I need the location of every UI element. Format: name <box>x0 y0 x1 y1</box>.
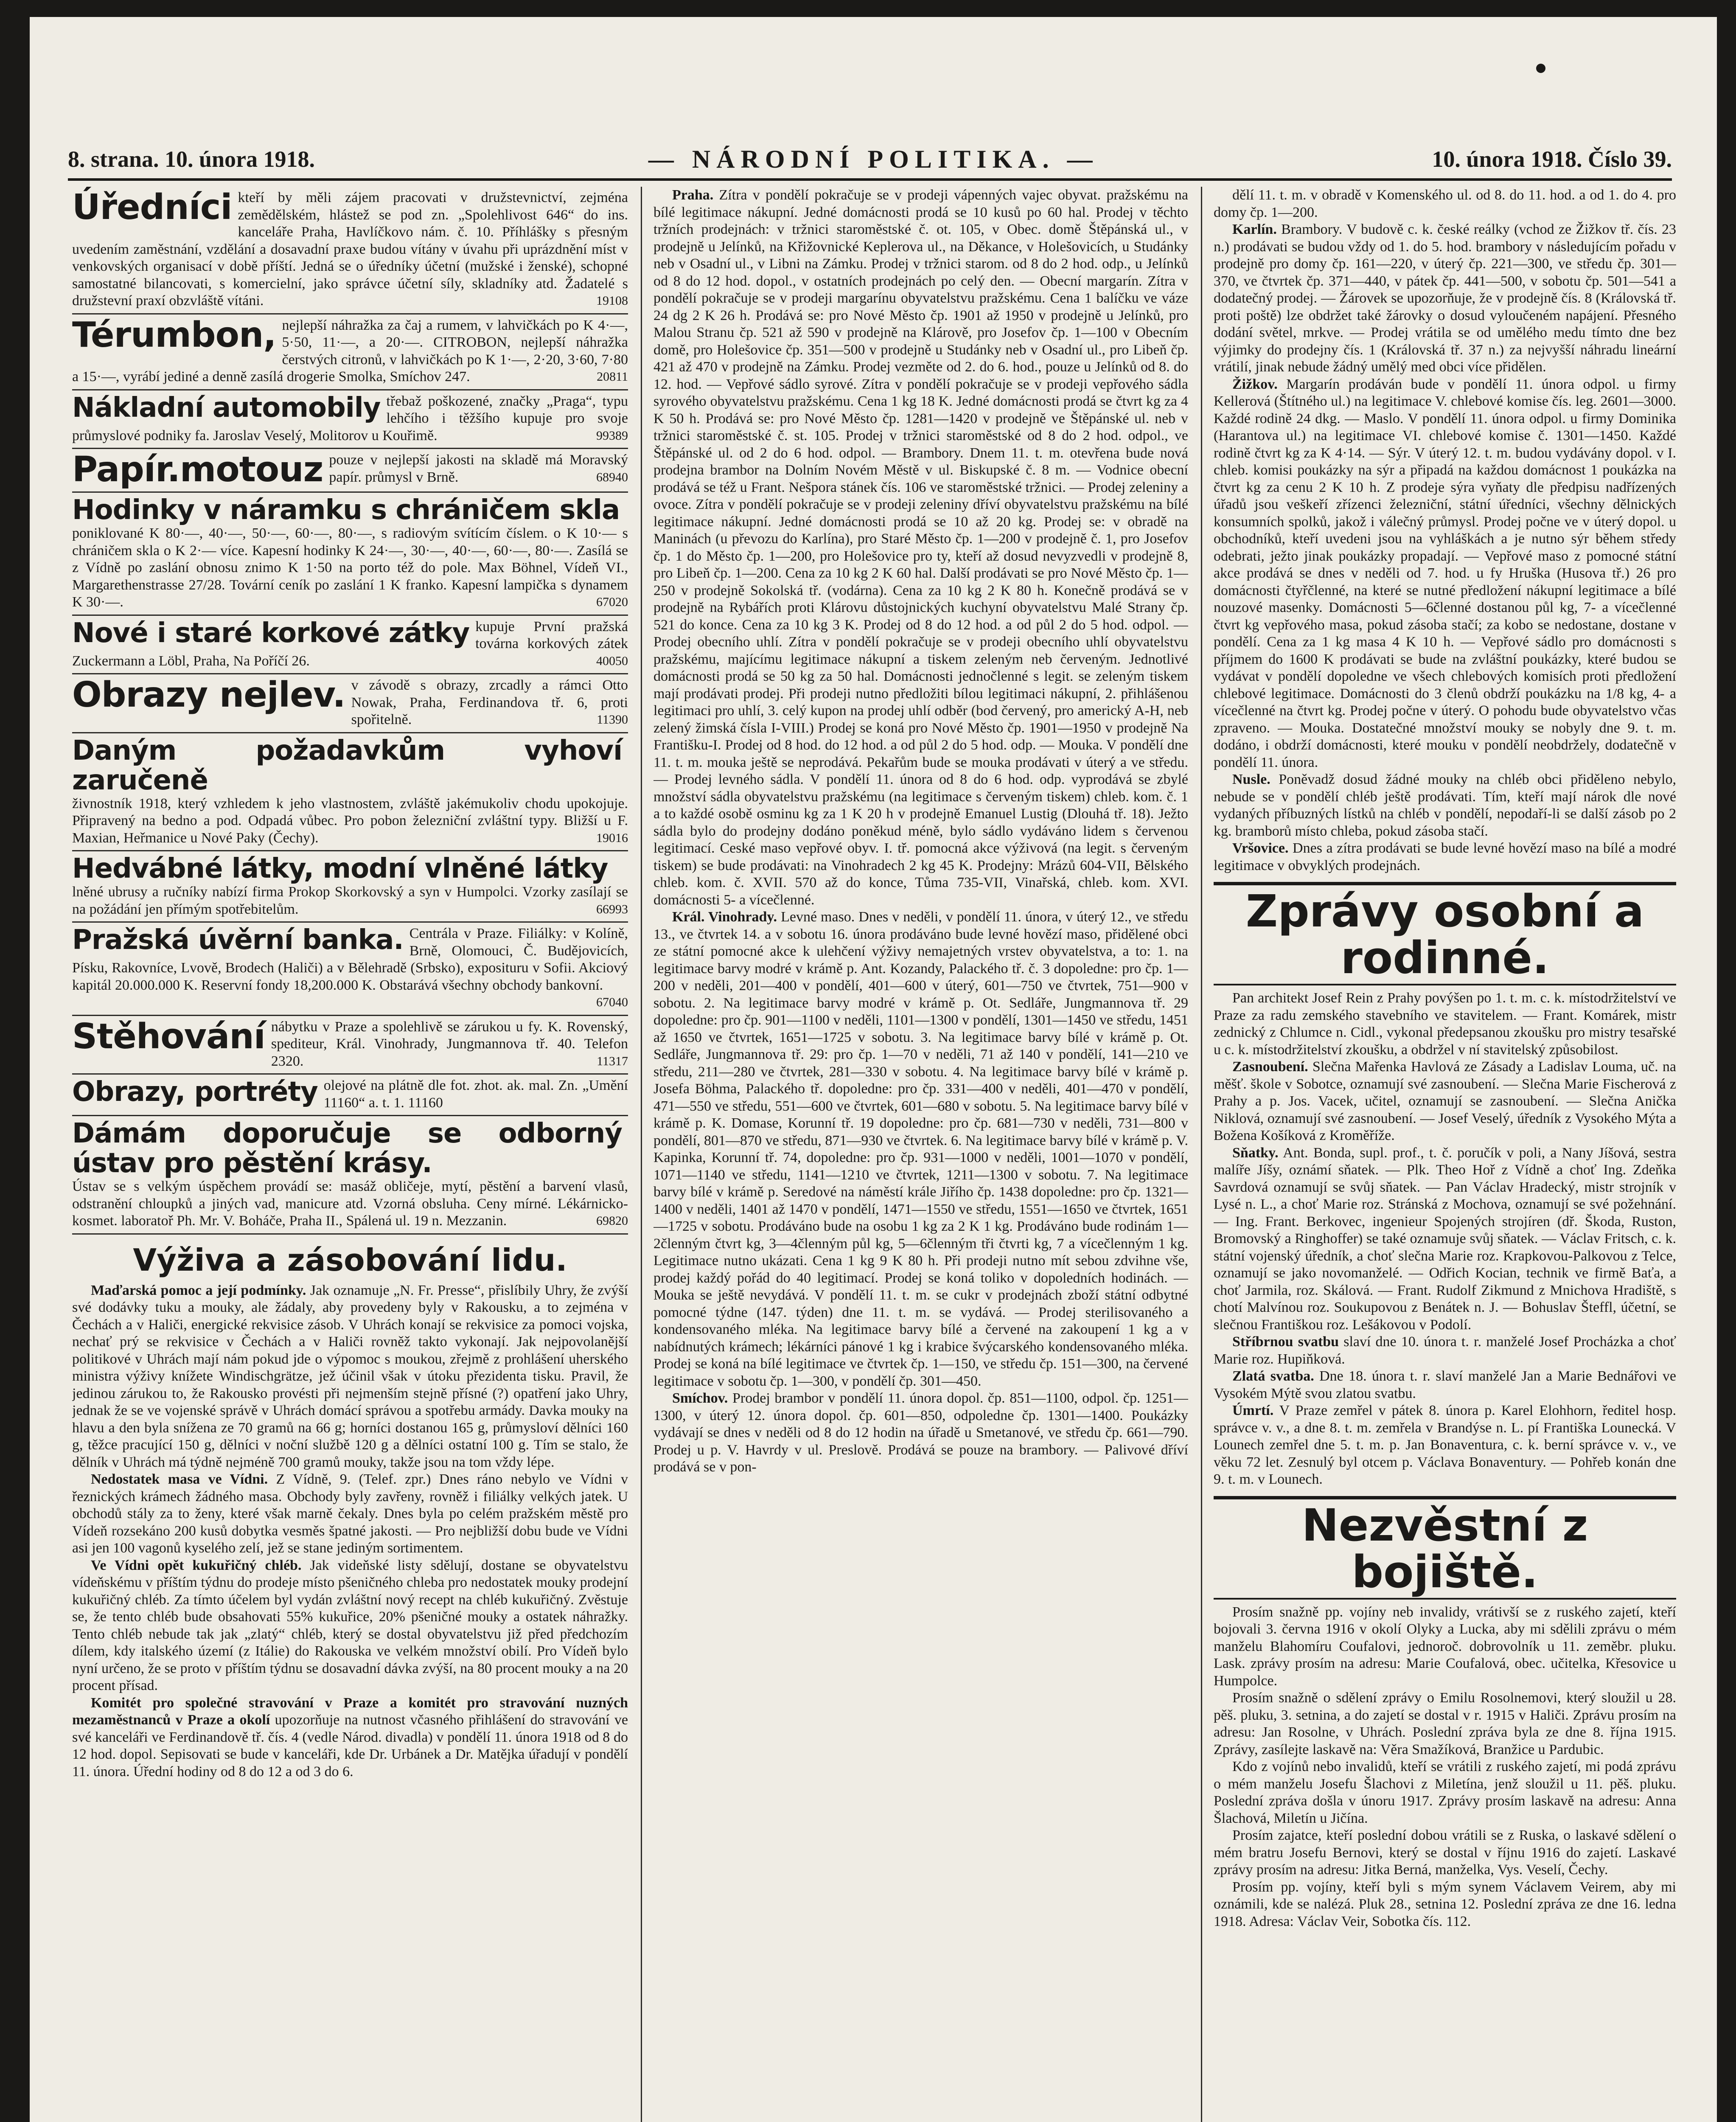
header-right: 10. února 1918. Číslo 39. <box>1432 146 1672 172</box>
ad-reference-number: 11317 <box>597 1054 628 1068</box>
article-paragraph: Nedostatek masa ve Vídni. Z Vídně, 9. (Telef. zpr.) Dnes ráno nebylo ve Vídni v řeznických krámech žádného masa. Obchody byly zavřeny, rovněž i filiálky velkých jatek. U obchodů stály za to ženy, které však marně čekaly. Dnes byla po celém pražském městě pro Vídeň rozsekáno 200 kusů dobytka vesměs špatné jakosti. — Pro nejbližší dobu bude ve Vídni asi jen 100 vagonů kyselého zelí, jež se stane jediným sortimentem. <box>72 1471 628 1556</box>
ad-text: v závodě s obrazy, zrcadly a rámci Otto Nowak, Praha, Ferdinandova tř. 6, proti spořitelně. 11390 <box>72 677 628 729</box>
missing-soldiers-notices <box>1214 1604 1676 1931</box>
personal-paragraph: Úmrtí. V Praze zemřel v pátek 8. února p. Karel Elohhorn, ředitel hosp. správce v. v., a dne 8. t. m. zemřela v Brandýse n. L. pí Františka Lounecká. V Lounech zemřel dne 5. t. m. p. Jan Bonaventura, c. k. berní správce v. v., ve věku 72 let. Zesnulý byl otcem p. Václava Bonaventury. — Pohřeb konán dne 9. t. m. v Lounech. <box>1214 1403 1676 1487</box>
ad-keyword: Pražská úvěrní banka. <box>72 924 404 956</box>
column-rule <box>1201 187 1202 2122</box>
classified-ad <box>72 616 628 675</box>
section-title-missing: Nezvěstní z bojiště. <box>1214 1496 1676 1600</box>
paragraph-heading: Smíchov. <box>672 1390 728 1406</box>
classified-ad <box>72 1075 628 1116</box>
notice-paragraph: Vršovice. Dnes a zítra prodávati se bude levné hovězí maso na bílé a modré legitimace v obvyklých prodejnách. <box>1214 840 1676 873</box>
paragraph-heading: Žižkov. <box>1232 376 1278 392</box>
ad-keyword: Stěhování <box>72 1016 265 1057</box>
ad-text: nejlepší náhražka za čaj a rumem, v lahvičkách po K 4·—, 5·50, 11·—, a 20·—. CITROBON, nejlepší náhražka čerstvých citronů, v lahvičkách po K 1·—, 2·20, 3·60, 7·80 a 15·—, vyrábí jediné a denně zasílá drogerie Smolka, Smíchov 247. 20811 <box>72 317 628 386</box>
notice-paragraph: Smíchov. Prodej brambor v pondělí 11. února dopol. čp. 851—1100, odpol. čp. 1251—1300, v úterý 12. února dopol. čp. 601—850, odpoledne čp. 1301—1400. Poukázky vydávají se dnes v neděli od 8 do 12 hodin na úřadě u Smetanové, ve středu čp. 661—790. Prodej u p. V. Havrdy v ul. Preslově. Prodává se pouze na brambory. — Palivové dříví prodává se v pon- <box>653 1390 1188 1475</box>
notice-paragraph: Nusle. Poněvadž dosud žádné mouky na chléb obci přiděleno nebylo, nebude se v pondělí chléb ještě prodávati. Tím, kteří mají nárok dle nové vydaných příbuzných lístků na chléb v pondělí, nepodaří-li se další zásob po 2 kg. bramborů místo chleba, pokud zásoba stačí. <box>1214 772 1676 839</box>
ad-reference-number: 11390 <box>597 713 628 727</box>
ad-keyword: Nákladní automobily <box>72 392 381 424</box>
missing-notice-paragraph: Kdo z vojínů nebo invalidů, kteří se vrátili z ruského zajetí, mi podá zprávu o mém manželu Josefu Šlachovi z Miletína, jenž sloužil u 11. pěš. pluku. Poslední zpráva došla v únoru 1917. Zprávy prosím laskavě na adresu: Anna Šlachová, Miletín u Jičína. <box>1214 1759 1676 1826</box>
ad-reference-number: 68940 <box>596 470 628 484</box>
ad-keyword: Dámám doporučuje se odborný ústav pro pěstění krásy. <box>72 1118 622 1179</box>
masthead: — NÁRODNÍ POLITIKA. — <box>648 145 1099 173</box>
ad-reference-number: 19016 <box>596 831 628 845</box>
missing-notice-paragraph: Prosím zajatce, kteří poslední dobou vrátili se z Ruska, o laskavé sdělení o mém bratru Josefu Bernovi, který se dostal v říjnu 1916 do zajetí. Laskavé zprávy prosím na adresu: Jitka Berná, manželka, Vys. Veselí, Čechy. <box>1214 1827 1676 1878</box>
personal-news <box>1214 990 1676 1488</box>
supply-notices <box>653 187 1188 1476</box>
ad-keyword: Hodinky v náramku s chráničem skla <box>72 494 620 526</box>
paragraph-heading: Stříbrnou svatbu <box>1232 1334 1339 1350</box>
article-paragraph: Ve Vídni opět kukuřičný chléb. Jak videňské listy sdělují, dostane se obyvatelstvu vídeňskému v příštím týdnu do prodeje místo pšeničného chleba pro nedostatek mouky prodejní kukuřičný chléb. Za tímto účelem byl vydán zvláštní nový recept na chléb kukuřičný. Zvěstuje se, že tento chléb bude obsahovati 55% kukuřice, 20% pšeničné mouky a ostatek náhražky. Tento chléb nebude tak jak „zlatý“ chléb, který se dostal obyvatelstvu již před předchozím dílem, kdy italského území (z Itálie) do Rakouska ve velkém množství obilí. Pro Vídeň bylo nyní určeno, že se proto v příštím týdnu se dosavadní dávka zvýší, na 80 procent mouky a na 20 procent přísad. <box>72 1557 628 1693</box>
classified-ad <box>72 674 628 733</box>
ad-reference-number: 67020 <box>596 595 628 609</box>
ad-text: olejové na plátně dle fot. zhot. ak. mal. Zn. „Umění 11160“ a. t. 1. 11160 <box>323 1078 628 1111</box>
personal-paragraph: Zasnoubení. Slečna Mařenka Havlová ze Zásady a Ladislav Louma, uč. na měšť. škole v Sobotce, oznamují své zasnoubení. — Slečna Marie Fischerová z Prahy a p. Jos. Vacek, učitel, oznamují se zasnoubení. — Slečna Anička Niklová, oznamují své zasnoubení. — Josef Veselý, úředník z Vysokého Mýta a Božena Košíková z Kroměříže. <box>1214 1059 1676 1143</box>
paragraph-heading: Úmrtí. <box>1232 1403 1274 1418</box>
ad-text: kteří by měli zájem pracovati v družstevnictví, zejména zemědělském, hlástež se pod zn. „Spolehlivost 646“ do ins. kanceláře Praha, Havlíčkovo nám. č. 10. Příhlášky s přesným uvedením zaměstnání, vzdělání a dosavadní praxe budou vítány v úvahu při uprázdnění míst v venkovských organisací v době příští. Jedná se o úředníky účetní (mužské i ženské), schopné samostatné bilancovati, s komercielní, jako správce účetní síly, skladníky atd. Žadatelé s družstevní praxí obzvláště vítáni. 19108 <box>72 189 628 310</box>
ad-keyword: Nové i staré korkové zátky <box>72 617 470 649</box>
ad-text: nábytku v Praze a spolehlivě se zárukou u fy. K. Rovenský, spediteur, Král. Vinohrady, Jungmannova tř. 40. Telefon 2320. 11317 <box>72 1019 628 1070</box>
paragraph-heading: Král. Vinohrady. <box>672 909 777 925</box>
ad-keyword: Obrazy nejlev. <box>72 675 345 715</box>
ad-text: Ústav se s velkým úspěchem provádí se: masáž obličeje, mytí, pěstění a barvení vlasů, odstranění chloupků a jiných vad, manicure atd. Vzorná obsluha. Ceny mírné. Lékárnicko-kosmet. laboratoř Ph. Mr. V. Boháče, Praha II., Spálená ul. 19 n. Mezzanin. 69820 <box>72 1119 628 1230</box>
paragraph-heading: Zasnoubení. <box>1232 1059 1308 1075</box>
column-2 <box>653 187 1188 2122</box>
ad-text: Centrála v Praze. Filiálky: v Kolíně, Brně, Olomouci, Č. Budějovicích, Písku, Rakovníce, Lvově, Brodech (Haliči) a v Bělehradě (Srbsko), exposituru v Sofii. Akciový kapitál 20.000.000 K. Reservní fondy 18,200.000 K. Obstarává všechny obchody bankovní. 67040 <box>72 925 628 994</box>
personal-paragraph: Sňatky. Ant. Bonda, supl. prof., t. č. poručík v poli, a Nany Jíšová, sestra malíře Jíšy, oznámí sňatek. — Plk. Theo Hoř z Vídně a choť Ing. Zdeňka Savrdová oznamují se svůj sňatek. — Pan Václav Hradecký, mistr strojník v Lysé n. L., a choť Marie roz. Stránská z Mochova, oznamují se své požehnání. — Ing. Frant. Berkovec, ingenieur Spojených strojíren (dř. Škoda, Ruston, Bromovský a Ringhoffer) se také oznamuje svůj sňatek. — Václav Fritsch, c. k. státní vojenský úředník, a choť slečna Marie roz. Krapkovou-Palkovou z Telce, oznamují se jako novomanželé. — Odřich Kocian, technik ve firmě Baťa, a choť Jarmila, roz. Skálová. — Frant. Rudolf Zikmund z Mnichova Hradiště, s chotí Malvínou roz. Soukupovou z Benátek n. J. — Bohuslav Šteffl, účetní, se slečnou Františkou roz. Lešákovou v Podolí. <box>1214 1145 1676 1333</box>
ad-reference-number: 40050 <box>596 654 628 668</box>
notice-paragraph: dělí 11. t. m. v obradě v Komenského ul. od 8. do 11. hod. a od 1. do 4. pro domy čp. 1—200. <box>1214 187 1676 220</box>
classified-ad <box>72 923 628 1016</box>
missing-notice-paragraph: Prosím pp. vojíny, kteří byli s mým synem Václavem Veirem, aby mi oznámili, kde se nalézá. Pluk 28., setnina 12. Poslední zpráva ze dne 16. ledna 1918. Adresa: Václav Veir, Sobotka čís. 112. <box>1214 1879 1676 1929</box>
paragraph-heading: Ve Vídni opět kukuřičný chléb. <box>91 1557 302 1573</box>
notice-paragraph: Žižkov. Margarín prodáván bude v pondělí 11. února odpol. u firmy Kellerová (Štítného ul.) na legitimace V. chlebové komise čís. leg. 2601—3000. Každé rodině 24 dkg. — Maslo. V pondělí 11. února odpol. u firmy Dominika (Harantova ul.) na legitimace VI. chlebové komise č. 1301—1450. Každé rodině čtvrt kg za K 4·14. — Sýr. V úterý 12. t. m. budou vydávány dopol. v I. chleb. komisi poukázky na sýr a připadá na každou domácnost 1 poukázka na čtvrt kg za cenu 2 K 10 h. Z prodeje sýra vyňaty dle předpisu nadřízených úřadů jsou veškeří zřízenci železniční, státní úředníci, všechny dělnických konsumních spolků, jakož i válečný průmysl. Prodej počne ve v úterý dopol. u obchodníků, kteří uvedeni jsou na vyhláškách a je nutno sýr během středy odebrati, ježto jinak poukázky propadají. — Vepřové maso z pomocné státní akce prodává se dnes v neděli od 7. hod. u fy Hruška (Husova tř.) 26 pro domácnosti čtyřčlenné, na které se nutné předložení nákupní legitimace a bílé nouzové masenky. Domácnosti 5—6členné dostanou půl kg, 7- a vícečlenné čtvrt kg vepřového masa, pokud zásoba stačí; za kobo se nedostane, dostane v pondělí. Cena za 1 kg masa 4 K 10 h. — Vepřové sádlo pro domácnosti s příjmem do 1600 K prodávati se bude na zvláštní poukázky, které budou se vydávat v pondělí dopoledne ve všech chlebových komisích proti předložení chlebové legitimace. Domácnosti do 3 členů obdrží poukázku na 1/8 kg, 4- a vícečlenné na čtvrt kg. Prodej počne v úterý. O pohodu bude obyvatelstvo včas zpraveno. — Mouka. Dostatečné množství mouky se nobyly dne 9. t. m. dodáno, i obdrží domácnosti, které mouku v pondělí neobdržely, dodatečně v pondělí 11. února. <box>1214 376 1676 770</box>
ad-reference-number: 67040 <box>596 995 628 1009</box>
classified-ad <box>72 390 628 449</box>
ad-reference-number: 20811 <box>597 370 628 384</box>
paragraph-heading: Nusle. <box>1232 772 1270 787</box>
paragraph-heading: Vršovice. <box>1232 840 1289 856</box>
page-header <box>68 140 1672 181</box>
missing-notice-paragraph: Prosím snažně pp. vojíny neb invalidy, vrátivší se z ruského zajetí, kteří bojovali 3. června 1916 v okolí Olyky a Lucka, aby mi sdělili zprávu o mém manželu Blahomíru Coufalovi, jednoroč. dobrovolník u 11. zeměbr. pluku. Lask. zprávy prosím na adresu: Marie Coufalová, obec. učitelka, Křesovice u Humpolce. <box>1214 1604 1676 1689</box>
ink-spot <box>1536 64 1545 73</box>
personal-paragraph: Pan architekt Josef Rein z Prahy povýšen po 1. t. m. c. k. místodržitelství ve Praze za radu zemského stavebního ve stavitelem. — Frant. Komárek, mistr zednický z Chlumce n. Cidl., vykonal předepsanou zkoušku pro mistry tesařské u c. k. místodržitelství zkoušku, a obdržel v ní stavitelský způsobilost. <box>1214 990 1676 1058</box>
classified-ad <box>72 187 628 314</box>
ad-text: třebaž poškozené, značky „Praga“, typu lehčího i těžšího kupuje pro svoje průmyslové podniky fa. Jaroslav Veselý, Molitorov u Kouřimě. 99389 <box>72 393 628 445</box>
ad-text: poniklované K 80·—, 40·—, 50·—, 60·—, 80·—, s radiovým svítícím číslem. o K 10·— s chráničem skla o K 2·— více. Kapesní hodinky K 24·—, 30·—, 40·—, 60·—, 80·—. Zasílá se z Vídně po zaslání obnosu znimo K 1·50 na porto též do pole. Max Böhnel, Vídeň VI., Margarethenstrasse 27/28. Tovární ceník po zaslání 1 K franko. Kapesní lampička s dynamem K 30·—. 67020 <box>72 495 628 611</box>
column-1 <box>72 187 628 2122</box>
personal-paragraph: Stříbrnou svatbu slaví dne 10. února t. r. manželé Josef Procházka a choť Marie roz. Hupiňková. <box>1214 1334 1676 1367</box>
classified-ad <box>72 314 628 390</box>
food-articles <box>72 1282 628 1781</box>
personal-paragraph: Zlatá svatba. Dne 18. února t. r. slaví manželé Jan a Marie Bednářovi ve Vysokém Mýtě svou zlatou svatbu. <box>1214 1368 1676 1401</box>
paragraph-heading: Maďarská pomoc a její podmínky. <box>91 1282 306 1298</box>
paragraph-heading: Sňatky. <box>1232 1145 1279 1161</box>
scan-border-top <box>0 0 1736 17</box>
header-left: 8. strana. 10. února 1918. <box>68 146 315 172</box>
section-title-personal: Zprávy osobní a rodinné. <box>1214 882 1676 985</box>
ad-reference-number: 66993 <box>596 902 628 916</box>
district-notices <box>1214 187 1676 874</box>
ad-reference-number: 69820 <box>596 1214 628 1228</box>
classified-ad <box>72 449 628 493</box>
classified-ad <box>72 1016 628 1075</box>
ad-reference-number: 99389 <box>596 428 628 443</box>
ad-keyword: Hedvábné látky, modní vlněné látky <box>72 853 608 884</box>
ad-keyword: Térumbon, <box>72 314 276 355</box>
ad-keyword: Úředníci <box>72 187 232 227</box>
paragraph-heading: Karlín. <box>1232 222 1277 237</box>
scan-border-left <box>0 0 30 2122</box>
paragraph-heading: Nedostatek masa ve Vídni. <box>91 1471 268 1487</box>
ad-keyword: Daným požadavkům vyhoví zaručeně <box>72 735 622 796</box>
ad-reference-number: 19108 <box>596 294 628 308</box>
paragraph-heading: Praha. <box>672 187 714 203</box>
classified-ads <box>72 187 628 1235</box>
notice-paragraph: Karlín. Brambory. V budově c. k. české reálky (vchod ze Žižkov tř. čís. 23 n.) prodávati se budou vždy od 1. do 5. hod. brambory v následujícím pořadu v prodejně pro domy čp. 161—220, v úterý čp. 221—300, ve středu čp. 301—370, ve čtvrtek čp. 371—440, v pátek čp. 441—500, v sobotu čp. 501—541 a dodatečný prodej. — Žárovek se upozorňuje, že v prodejně čís. 8 (Královská tř. proti poště) lze obdržet také žárovky o dosud vyloučeném napájení. Přesného dodání světel, mrkve. — Prodej vrátila se od umělého medu tímto dne bez výjimky do prodejny čís. 1 (Královská tř. 37 n.) za nejvyšší náhradu lineární vrátilí, jinak nebude žádný umělý med obci více přidělen. <box>1214 222 1676 375</box>
paragraph-heading: Zlatá svatba. <box>1232 1368 1314 1384</box>
ad-text: živnostník 1918, který vzhledem k jeho vlastnostem, zvláště jakémukoliv chodu upokojuje. Připravený na bedno a pod. Odpadá vůbec. Pro pobon železniční zvláštní typy. Bližší u F. Maxian, Heřmanice u Nové Paky (Čechy). 19016 <box>72 736 628 847</box>
ad-keyword: Papír.motouz <box>72 449 323 490</box>
notice-paragraph: Praha. Zítra v pondělí pokračuje se v prodeji vápenných vajec obyvat. pražskému na bílé legitimace nákupní. Jedné domácnosti prodá se 10 kusů po 60 hal. Prodej v těchto tržních prodejnách: v tržnici staroměstské č. ot. 105, v Obec. domě Štěpánská ul., v prodejně u Jelínků, na Křižovnické Keplerova ul., na Děkance, v Holešovicích, u Studánky neb v Osadní ul., v Libni na Zámku. Prodej v tržnici starom. od 8 do 2 hod. odp., u Jelínků od 8 do 12 hod. dopol., v ostatních prodejnách po celý den. — Obecní margarín. Zítra v pondělí pokračuje se v prodeji margarínu obyvatelstvu pražskému. Cena 1 balíčku ve váze 24 dg 2 K 26 h. Prodává se: pro Nové Město čp. 1901 až 1950 v prodejně u Jelínků, pro Malou Stranu čp. 521 až 590 v prodejně na Klárově, pro Josefov čp. 1—100 v Obecním domě, pro Holešovice čp. 351—500 v prodejně u Studánky neb v Osadní ul., pro Libeň čp. 421 až 470 v prodejně na Zámku. Prodej vezměte od 2. do 6. hod., pouze u Jelínků od 8. do 12. hod. — Vepřové sádlo syrové. Zítra v pondělí pokračuje se v prodeji vepřového sádla syrového obyvatelstvu pražskému. Cena 1 kg 18 K. Jedné domácnosti prodá se čtvrt kg za 4 K 50 h. Prodává se: pro Nové Město čp. 1281—1420 v prodejně ve Štěpánské ul. neb v tržnici staroměstské č. st. 105. Prodej v tržnici staroměstské od 8 do 2 hod. odpol., ve Štěpánské ul. od 2 do 6 hod. odpol. — Brambory. Dnem 11. t. m. otevřena bude nová prodejna brambor na Dolním Novém Městě v ul. Biskupské č. 8 m. — Vodnice obecní prodává se též u Frant. Nešpora stánek čís. 106 ve staroměstské tržnici. — Prodej zeleniny a ovoce. Zítra v pondělí pokračuje se v prodeji zeleniny dříví obyvatelstvu pražskému na bílé legitimace nákupní. Jedné domácnosti prodá se 10 až 20 kg. Prodej se: v obradě na Maninách (u převozu do Karlína), pro Staré Město čp. 1—200 v prodejně č. 1, pro Josefov čp. 1 do Město čp. 1—200, pro Holešovice pro ty, kteří až dosud nevyzvedli v prodejně 8, pro Libeň čp. 1—200. Cena za 10 kg 2 K 60 hal. Další prodávati se pro Nové Město čp. 1—250 v prodejně Sokolská tř. (vodárna). Cena za 10 kg 2 K 80 h. Konečně prodává se v prodejně na Rybářích proti Klárovu důstojnických kuchyní obyvatelstvu Malé Strany čp. 521 do konce. Cena za 10 kg 3 K. Prodej od 8 do 12 hod. a od půl 2 do 5 hod. odpol. — Prodej obecního uhlí. Zítra v pondělí pokračuje se v prodeji obecního uhlí obyvatelstvu pražskému, majícímu legitimace nákupní a tiskem zeleným neb červeným. Jednotlivé domácnosti prodá se 50 kg za 50 hal. Domácnosti jednočlenné s legit. se zeleným tiskem mají prodávati prodej. Při prodeji nutno předložiti bílou legitimaci nákupní, 2. přihlášenou legitimaci pro uhlí, 3. celý kupon na prodej uhlí odběr (bod červený, pro americký A-H, neb zelený žimská čísla I-VIII.) Prodej se koná pro Nové Město čp. 1901—1950 v prodejně Na Františku-I. Prodej od 8 hod. do 12 hod. a od půl 2 do 5 hod. odp. — Mouka. V pondělí dne 11. t. m. mouka ještě se neprodává. Pekařům bude se mouka prodávati v úterý a ve středu. — Prodej levného sádla. V pondělí 11. února od 8 do 6 hod. odp. vyprodává se zbylé množství sádla obyvatelstvu pražskému (na legitimace s červeným tiskem) chleb. kom. č. 1 a to každé osobě osminu kg za 1 K 20 h v prodejně Emanuel Lustig (Dlouhá tř. 18). Ježto sádla bylo do prodejny dodáno poněkud méně, bylo sádlo vydáváno lidem s červenou legitimací. Ceské maso vepřové obyv. I. tř. pomocná akce výživová (na legit. s červeným tiskem) se bude prodávati: na Vinohradech 2 kg 45 K. Prodejny: Mrázů 604-VII, Bělského chleb. kom. č. XVII. 570 až do konce, Tůma 735-VII, Vinařská, chleb. kom. XVI. domácnosti 5- a vícečlenné. <box>653 187 1188 908</box>
section-title-food: Výživa a zásobování lidu. <box>133 1242 567 1278</box>
ad-text: kupuje První pražská továrna korkových zátek Zuckermann a Löbl, Praha, Na Poříčí 26. 40050 <box>72 618 628 670</box>
column-3 <box>1214 187 1676 2122</box>
ad-keyword: Obrazy, portréty <box>72 1076 318 1108</box>
classified-ad <box>72 851 628 923</box>
ad-text: pouze v nejlepší jakosti na skladě má Moravský papír. průmysl v Brně. 68940 <box>72 452 628 486</box>
ad-text: lněné ubrusy a ručníky nabízí firma Prokop Skorkovský a syn v Humpolci. Vzorky zasílají se na požádání jen přímým spotřebitelům. 66993 <box>72 854 628 918</box>
missing-notice-paragraph: Prosím snažně o sdělení zprávy o Emilu Rosolnemovi, který sloužil u 28. pěš. pluku, 3. setnina, a do zajetí se dostal v r. 1915 v Haliči. Zprávu prosím na adresu: Jan Rosolne, v Uhrách. Poslední zpráva byla ze dne 8. října 1915. Zprávy, zasílejte laskavě na: Věra Smažíková, Branžice u Pardubic. <box>1214 1690 1676 1757</box>
scan-border-right <box>1717 0 1736 2122</box>
classified-ad <box>72 1116 628 1235</box>
article-paragraph: Komitét pro společné stravování v Praze a komitét pro stravování nuzných mezaměstnanců v Praze a okolí upozorňuje na nutnost včasného přihlášení do stravování ve své kanceláři ve Ferdinandově tř. čís. 4 (vedle Národ. divadla) v pondělí 11. února 1918 od 8 do 12 hod. dopol. Sepisovati se bude v kanceláři, kde Dr. Urbánek a Dr. Matějka úřadují v pondělí 11. února. Úřední hodiny od 8 do 12 a od 3 do 6. <box>72 1695 628 1780</box>
column-rule <box>641 187 642 2122</box>
paragraph-heading: Komitét pro společné stravování v Praze a komitét pro stravování nuzných mezaměstnanců v Praze a okolí <box>72 1695 628 1728</box>
classified-ad <box>72 733 628 852</box>
notice-paragraph: Král. Vinohrady. Levné maso. Dnes v neděli, v pondělí 11. února, v úterý 12., ve středu 13., ve čtvrtek 14. a v sobotu 16. února prodáváno bude levné hovězí maso, přidělené obci ze státní pomocné akce k ulehčení výživy nemajetných vrstev obyvatelstva, a to: 1. na legitimace barvy modré v krámě p. Ant. Kozandy, Palackého tř. č. 3 dopoledne: pro čp. 1—200 v neděli, 201—400 v pondělí, 401—600 v úterý, 601—750 ve čtvrtek, 751—900 v sobotu. 2. Na legitimace barvy modré v krámě p. Ot. Sedláře, Jungmannova tř. 29 dopoledne: pro čp. 901—1100 v neděli, 1101—1300 v pondělí, 1301—1450 ve středu, 1451 až 1650 ve čtvrtek, 1651—1725 v sobotu. 3. Na legitimace barvy bílé v krámě p. Ot. Sedláře, Jungmannova tř. 29: pro čp. 1—70 v neděli, 71 až 140 v pondělí, 141—210 ve středu, 211—280 ve čtvrtek, 281—330 v sobotu. 4. Na legitimace barvy bílé v krámě p. Josefa Böhma, Palackého tř. dopoledne: pro čp. 331—400 v neděli, 401—470 v pondělí, 471—550 ve středu, 551—600 ve čtvrtek, 601—680 v sobotu. 5. Na legitimace barvy bílé v krámě p. K. Domase, Korunní tř. 19 dopoledne: pro čp. 681—730 v neděli, 731—800 v pondělí, 801—870 ve středu, 871—930 ve čtvrtek. 6. Na legitimace barvy bílé v krámě p. V. Kapinka, Korunní tř. 74, dopoledne: pro čp. 931—1000 v neděli, 1001—1070 v pondělí, 1071—1140 ve středu, 1141—1210 ve čtvrtek, 1211—1300 v sobotu. 7. Na legitimace barvy bílé v krámě p. Seredové na náměstí krále Jiřího čp. 1438 dopoledne: pro čp. 1321—1400 v neděli, 1401 až 1470 v pondělí, 1471—1550 ve středu, 1551—1650 ve čtvrtek, 1651—1725 v sobotu. Prodáváno bude na osobu 1 kg za 2 K 1 kg. Prodáváno bude rodinám 1—2členným čtvrt kg, 3—4členným půl kg, 5—6členným tři čtvrti kg, 7 a vícečlenným 1 kg. Legitimace nutno ukázati. Cena 1 kg 9 K 80 h. Při prodeji nutno mít sebou zdvihne vše, prodej každý pořád do 40 legitimací. Prodej se koná toliko v dopoledních hodinách. — Mouka se ještě nevydává. V pondělí 11. t. m. se cukr v prodejnách zboží státní odbytné pomocné týdne (147. týden) dne 11. t. m. se vydává. — Prodej sterilisovaného a kondensovaného mléka. Na legitimace barvy bílé a červené na zakoupení 1 kg a v nabídnutých krámech; lékárníci pánové 1 kg i krabice švýcarského kondensovaného mléka. Prodej se koná na bílé legitimace ve čtvrtek čp. 1—150, ve středu čp. 151—300, na červené legitimace v sobotu čp. 1—300, v pondělí čp. 301—450. <box>653 909 1188 1389</box>
classified-ad <box>72 493 628 616</box>
article-paragraph: Maďarská pomoc a její podmínky. Jak oznamuje „N. Fr. Presse“, přislíbily Uhry, že zvýší své dodávky tuku a mouky, ale žádaly, aby provedeny byly v Rakousku, a to zejména v Čechách a v Haliči, energické rekvisice zásob. V Uhrách konají se rekvisice za pomoci vojska, nechať prý se rekvisice v Čechách a v Haliči rovněž takto vykonají. Jak nejpovolanější politikové v Uhrách mají nám pokud jde o výpomoc s moukou, zřejmě z prohlášení uherského ministra výživy knížete Windischgrätze, jež účinil však v útoku přezidenta tisku. Pravil, že jedinou zárukou to, že Rakousko provésti při nejmenším stejně přísné (?) opatření jako Uhry, jednak že se ve vojenské správě v Uhrách domácí správou a spotřebu armády. Davka mouky na hlavu a den byla snížena ze 70 gramů na 66 g; horníci dostanou 165 g, průmysloví dělníci 160 g, těžce pracující 150 g, dělníci v noční službě 120 g a dělníci ostatní 100 g. Tím se stalo, že dělník v Uhrách má týdně nejméně 700 gramů mouky, takže jsou na tom vždy lépe. <box>72 1282 628 1470</box>
